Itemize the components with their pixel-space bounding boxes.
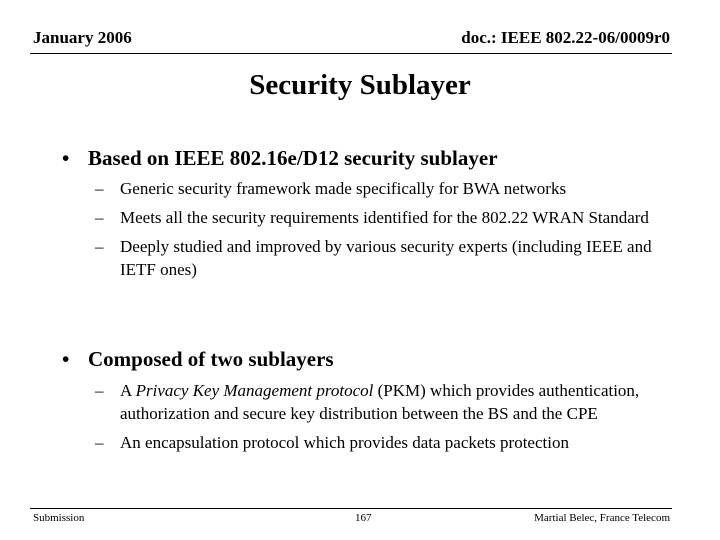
dash-icon: – [95,237,104,256]
dash-icon: – [95,208,104,227]
sub-item-text [120,379,675,425]
dash-icon: – [95,381,104,400]
main-bullet-text: Composed of two sublayers [88,347,334,371]
pkm-prefix: A [120,381,136,400]
footer-divider [30,508,672,509]
sub-item [95,379,675,425]
sub-item-text: Deeply studied and improved by various security experts (including IEEE and IETF ones) [120,237,652,279]
header-divider [30,53,672,54]
sub-item [95,177,675,200]
main-bullet-2 [62,347,334,372]
sub-item-text: An encapsulation protocol which provides data packets protection [120,433,569,452]
main-bullet-1 [62,146,498,171]
header-date: January 2006 [33,28,132,47]
bullet-icon: • [62,347,70,371]
header-doc-id: doc.: IEEE 802.22-06/0009r0 [461,28,670,47]
slide-title: Security Sublayer [249,69,471,101]
dash-icon: – [95,179,104,198]
sub-item [95,431,675,454]
footer-author: Martial Belec, France Telecom [534,512,670,524]
pkm-suffix: (PKM) which provides authentication, authorization and secure key distribution between the BS and the CPE [120,381,640,423]
sub-list-2 [95,379,675,460]
dash-icon: – [95,433,104,452]
sub-item [95,206,675,229]
footer-submission: Submission [33,512,85,524]
main-bullet-text: Based on IEEE 802.16e/D12 security sublayer [88,146,498,170]
sub-item-text: Meets all the security requirements identified for the 802.22 WRAN Standard [120,208,649,227]
footer-page-number: 167 [355,512,372,524]
sub-item-text: Generic security framework made specifically for BWA networks [120,179,567,198]
pkm-italic-term: Privacy Key Management protocol [135,381,374,400]
sub-list-1 [95,177,675,287]
sub-item [95,235,675,281]
bullet-icon: • [62,146,70,170]
